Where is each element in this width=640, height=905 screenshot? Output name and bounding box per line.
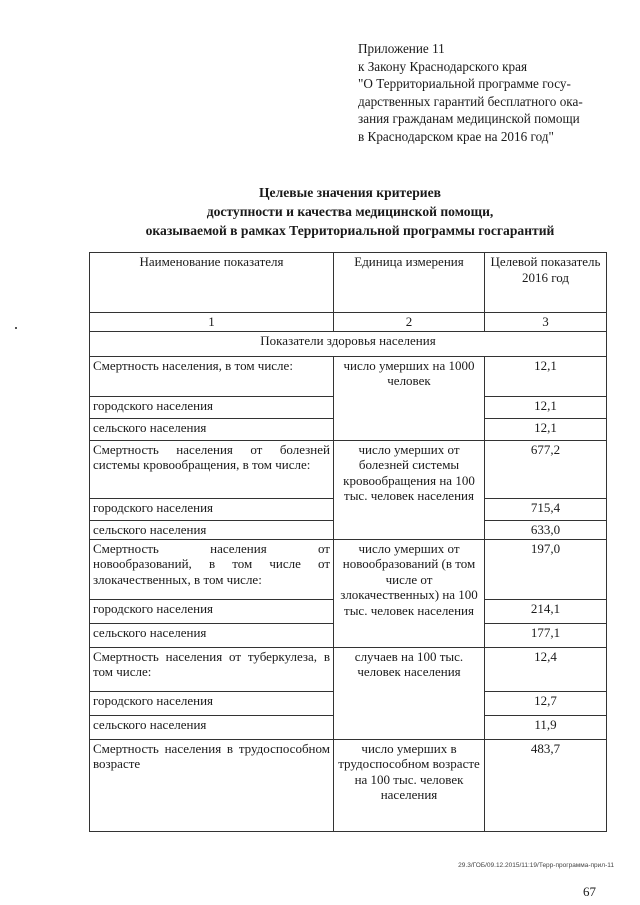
indicator-name: городского населения — [90, 498, 334, 520]
target-value: 12,4 — [485, 647, 607, 691]
indicator-name: сельского населения — [90, 520, 334, 539]
section-row — [90, 331, 607, 356]
column-number: 1 — [90, 313, 334, 332]
table-row — [90, 739, 607, 831]
indicator-name: сельского населения — [90, 418, 334, 440]
document-title — [0, 183, 640, 240]
table-row — [90, 356, 607, 396]
indicator-name: Смертность населения, в том числе: — [90, 356, 334, 396]
unit-cell: число умерших от новообразований (в том числе от злокачественных) на 100 тыс. человек населения — [334, 539, 485, 647]
document-code: 29.3/ГОБ/09.12.2015/11:19/Терр-программа-прил-11 — [458, 862, 614, 869]
header-indicator-name: Наименование показателя — [90, 253, 334, 313]
target-value: 177,1 — [485, 623, 607, 647]
appendix-line: к Закону Краснодарского края — [358, 58, 528, 74]
indicator-name: городского населения — [90, 691, 334, 715]
indicator-name: городского населения — [90, 599, 334, 623]
unit-cell: случаев на 100 тыс. человек населения — [334, 647, 485, 739]
target-value: 12,7 — [485, 691, 607, 715]
header-target-value: Целевой показатель 2016 год — [485, 253, 607, 313]
criteria-table — [89, 252, 607, 832]
title-line: Целевые значения критериев — [258, 185, 442, 200]
column-number: 3 — [485, 313, 607, 332]
table-row — [90, 647, 607, 691]
appendix-line: дарственных гарантий бесплатного ока- — [358, 93, 583, 109]
indicator-name: городского населения — [90, 396, 334, 418]
unit-cell: число умерших на 1000 человек — [334, 356, 485, 440]
target-value: 483,7 — [485, 739, 607, 831]
title-line: оказываемой в рамках Территориальной программы госгарантий — [145, 223, 555, 238]
header-unit: Единица измерения — [334, 253, 485, 313]
target-value: 214,1 — [485, 599, 607, 623]
target-value: 633,0 — [485, 520, 607, 539]
appendix-line: "О Территориальной программе госу- — [358, 76, 571, 92]
target-value: 11,9 — [485, 715, 607, 739]
page-number: 67 — [583, 884, 596, 899]
appendix-line: в Краснодарском крае на 2016 год" — [358, 128, 554, 144]
target-value: 715,4 — [485, 498, 607, 520]
indicator-name: сельского населения — [90, 623, 334, 647]
appendix-line: Приложение 11 — [358, 41, 445, 56]
target-value: 677,2 — [485, 440, 607, 498]
table-row — [90, 539, 607, 599]
column-number-row — [90, 313, 607, 332]
unit-cell: число умерших в трудоспособном возрасте на 100 тыс. человек населения — [334, 739, 485, 831]
indicator-name: Смертность населения в трудоспособном возрасте — [90, 739, 334, 831]
table-header-row — [90, 253, 607, 313]
appendix-line: зания гражданам медицинской помощи — [358, 111, 580, 127]
indicator-name: сельского населения — [90, 715, 334, 739]
appendix-block — [358, 40, 618, 146]
target-value: 197,0 — [485, 539, 607, 599]
indicator-name: Смертность населения от туберкулеза, в том числе: — [90, 647, 334, 691]
indicator-name: Смертность населения от болезней системы кровообращения, в том числе: — [90, 440, 334, 498]
target-value: 12,1 — [485, 396, 607, 418]
column-number: 2 — [334, 313, 485, 332]
table-row — [90, 440, 607, 498]
target-value: 12,1 — [485, 418, 607, 440]
title-line: доступности и качества медицинской помощи, — [206, 204, 494, 219]
indicator-name: Смертность населения от новообразований, в том числе от злокачественных, в том числе: — [90, 539, 334, 599]
scan-speck — [15, 327, 17, 329]
unit-cell: число умерших от болезней системы кровообращения на 100 тыс. человек населения — [334, 440, 485, 539]
section-heading: Показатели здоровья населения — [90, 331, 607, 356]
target-value: 12,1 — [485, 356, 607, 396]
